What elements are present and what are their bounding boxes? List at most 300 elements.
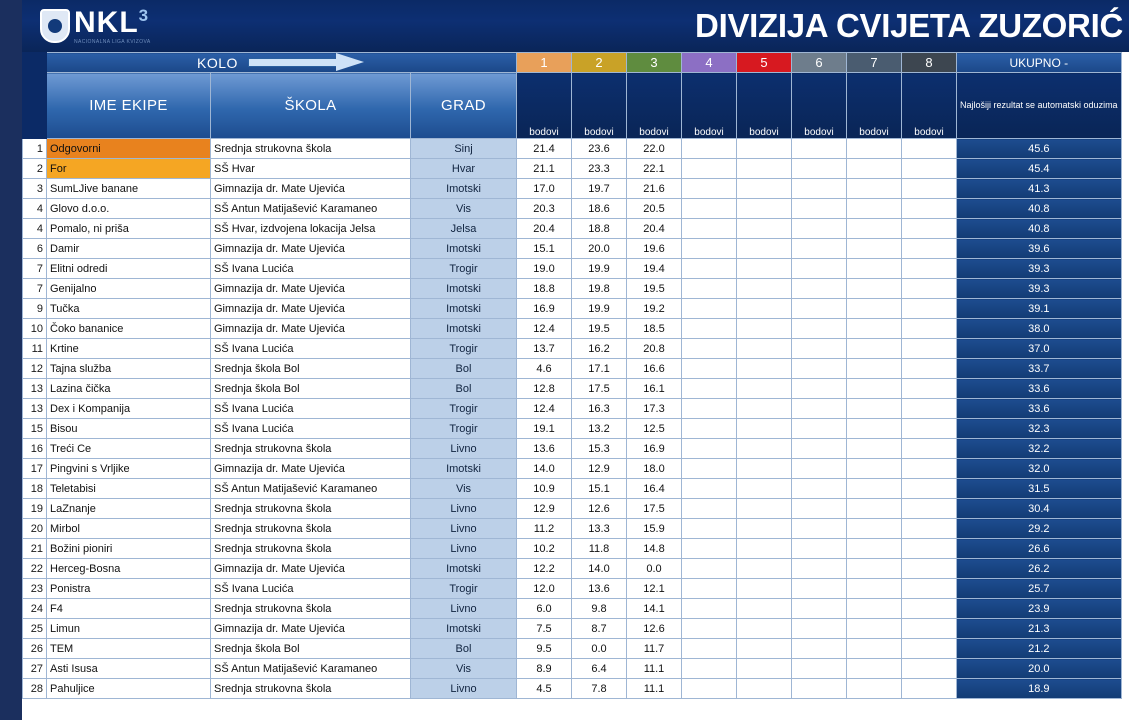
row-score-1[interactable]: 17.0 [517,179,572,199]
row-score-empty-7[interactable] [847,219,902,239]
row-score-empty-7[interactable] [847,239,902,259]
table-row[interactable] [23,379,1122,399]
row-score-3[interactable]: 16.6 [627,359,682,379]
row-score-empty-6[interactable] [792,419,847,439]
row-score-3[interactable]: 11.7 [627,639,682,659]
row-score-empty-7[interactable] [847,159,902,179]
table-row[interactable] [23,399,1122,419]
row-score-1[interactable]: 19.0 [517,259,572,279]
row-score-2[interactable]: 19.7 [572,179,627,199]
row-score-empty-6[interactable] [792,339,847,359]
row-score-empty-8[interactable] [902,679,957,699]
row-score-1[interactable]: 12.9 [517,499,572,519]
row-score-2[interactable]: 16.3 [572,399,627,419]
row-score-2[interactable]: 15.1 [572,479,627,499]
row-score-empty-6[interactable] [792,159,847,179]
row-score-1[interactable]: 21.4 [517,139,572,159]
row-score-empty-7[interactable] [847,559,902,579]
table-row[interactable] [23,519,1122,539]
table-row[interactable] [23,439,1122,459]
row-score-3[interactable]: 12.5 [627,419,682,439]
row-score-2[interactable]: 14.0 [572,559,627,579]
row-score-empty-7[interactable] [847,399,902,419]
table-row[interactable] [23,539,1122,559]
row-score-empty-5[interactable] [737,319,792,339]
row-score-empty-8[interactable] [902,379,957,399]
row-score-1[interactable]: 21.1 [517,159,572,179]
row-score-empty-6[interactable] [792,579,847,599]
row-score-empty-4[interactable] [682,259,737,279]
row-score-1[interactable]: 10.2 [517,539,572,559]
row-score-2[interactable]: 19.9 [572,259,627,279]
row-score-empty-6[interactable] [792,659,847,679]
row-team-name[interactable]: TEM [47,639,211,659]
row-score-3[interactable]: 16.4 [627,479,682,499]
table-row[interactable] [23,639,1122,659]
row-score-empty-7[interactable] [847,679,902,699]
row-score-2[interactable]: 8.7 [572,619,627,639]
row-score-empty-8[interactable] [902,179,957,199]
row-score-empty-6[interactable] [792,519,847,539]
row-score-empty-7[interactable] [847,639,902,659]
row-score-empty-4[interactable] [682,679,737,699]
row-score-3[interactable]: 0.0 [627,559,682,579]
row-score-empty-5[interactable] [737,539,792,559]
row-score-2[interactable]: 19.5 [572,319,627,339]
row-score-3[interactable]: 14.8 [627,539,682,559]
row-score-2[interactable]: 9.8 [572,599,627,619]
row-score-empty-4[interactable] [682,239,737,259]
row-score-empty-8[interactable] [902,519,957,539]
table-row[interactable] [23,459,1122,479]
row-score-empty-7[interactable] [847,259,902,279]
row-score-empty-4[interactable] [682,219,737,239]
row-score-empty-4[interactable] [682,559,737,579]
row-score-empty-4[interactable] [682,479,737,499]
row-score-3[interactable]: 11.1 [627,659,682,679]
row-score-empty-5[interactable] [737,139,792,159]
row-score-1[interactable]: 11.2 [517,519,572,539]
table-row[interactable] [23,219,1122,239]
table-row[interactable] [23,579,1122,599]
row-score-empty-5[interactable] [737,679,792,699]
row-score-empty-5[interactable] [737,339,792,359]
row-score-empty-6[interactable] [792,179,847,199]
row-score-1[interactable]: 7.5 [517,619,572,639]
row-score-3[interactable]: 12.1 [627,579,682,599]
row-score-empty-8[interactable] [902,279,957,299]
table-row[interactable] [23,499,1122,519]
table-row[interactable] [23,659,1122,679]
row-score-3[interactable]: 19.5 [627,279,682,299]
row-score-empty-8[interactable] [902,419,957,439]
row-score-empty-4[interactable] [682,299,737,319]
round-header-5[interactable]: 5 [737,53,792,73]
row-team-name[interactable]: Pomalo, ni priša [47,219,211,239]
row-score-1[interactable]: 16.9 [517,299,572,319]
row-score-1[interactable]: 10.9 [517,479,572,499]
row-score-empty-8[interactable] [902,579,957,599]
row-score-empty-8[interactable] [902,459,957,479]
row-score-3[interactable]: 18.5 [627,319,682,339]
row-score-empty-4[interactable] [682,279,737,299]
row-score-empty-6[interactable] [792,479,847,499]
row-score-3[interactable]: 14.1 [627,599,682,619]
row-score-2[interactable]: 17.5 [572,379,627,399]
round-header-7[interactable]: 7 [847,53,902,73]
row-school: Srednja strukovna škola [211,139,411,159]
row-score-empty-6[interactable] [792,619,847,639]
column-header-points-4: bodovi [682,73,737,139]
row-score-empty-6[interactable] [792,399,847,419]
row-score-empty-5[interactable] [737,479,792,499]
row-score-empty-6[interactable] [792,279,847,299]
row-score-3[interactable]: 21.6 [627,179,682,199]
row-score-1[interactable]: 12.2 [517,559,572,579]
row-score-3[interactable]: 16.9 [627,439,682,459]
row-score-empty-5[interactable] [737,299,792,319]
table-row[interactable] [23,339,1122,359]
row-score-1[interactable]: 20.4 [517,219,572,239]
row-team-name[interactable]: Pingvini s Vrljike [47,459,211,479]
row-score-empty-7[interactable] [847,599,902,619]
row-score-empty-8[interactable] [902,559,957,579]
row-score-empty-5[interactable] [737,199,792,219]
table-row[interactable] [23,259,1122,279]
row-score-empty-8[interactable] [902,139,957,159]
row-team-name[interactable]: Glovo d.o.o. [47,199,211,219]
row-score-1[interactable]: 19.1 [517,419,572,439]
row-team-name[interactable]: Lazina čička [47,379,211,399]
row-score-empty-4[interactable] [682,159,737,179]
row-score-3[interactable]: 15.9 [627,519,682,539]
row-score-1[interactable]: 18.8 [517,279,572,299]
row-score-empty-4[interactable] [682,439,737,459]
row-score-empty-4[interactable] [682,639,737,659]
table-row[interactable] [23,179,1122,199]
row-score-empty-4[interactable] [682,519,737,539]
row-score-empty-8[interactable] [902,359,957,379]
row-score-empty-5[interactable] [737,519,792,539]
row-score-2[interactable]: 18.6 [572,199,627,219]
round-header-8[interactable]: 8 [902,53,957,73]
row-team-name[interactable]: F4 [47,599,211,619]
row-score-empty-7[interactable] [847,179,902,199]
row-score-empty-8[interactable] [902,219,957,239]
row-team-name[interactable]: Treći Ce [47,439,211,459]
row-score-empty-8[interactable] [902,499,957,519]
row-score-empty-5[interactable] [737,499,792,519]
row-score-empty-7[interactable] [847,379,902,399]
round-header-4[interactable]: 4 [682,53,737,73]
column-header-points-3: bodovi [627,73,682,139]
row-score-3[interactable]: 18.0 [627,459,682,479]
row-score-empty-4[interactable] [682,419,737,439]
row-team-name[interactable]: Damir [47,239,211,259]
row-score-empty-6[interactable] [792,639,847,659]
row-score-empty-7[interactable] [847,479,902,499]
row-city: Livno [411,539,517,559]
row-team-name[interactable]: LaZnanje [47,499,211,519]
row-rank: 22 [23,559,47,579]
row-team-name[interactable]: Mirbol [47,519,211,539]
row-score-3[interactable]: 20.5 [627,199,682,219]
row-score-2[interactable]: 6.4 [572,659,627,679]
row-score-empty-6[interactable] [792,679,847,699]
row-score-empty-8[interactable] [902,599,957,619]
row-score-empty-8[interactable] [902,299,957,319]
table-row[interactable] [23,599,1122,619]
row-score-2[interactable]: 0.0 [572,639,627,659]
row-team-name[interactable]: Genijalno [47,279,211,299]
round-header-6[interactable]: 6 [792,53,847,73]
row-score-empty-8[interactable] [902,479,957,499]
row-score-empty-7[interactable] [847,579,902,599]
row-city: Vis [411,659,517,679]
row-team-name[interactable]: Tučka [47,299,211,319]
row-score-2[interactable]: 15.3 [572,439,627,459]
row-score-empty-6[interactable] [792,559,847,579]
row-score-empty-5[interactable] [737,579,792,599]
row-score-empty-4[interactable] [682,579,737,599]
row-score-3[interactable]: 19.4 [627,259,682,279]
row-score-1[interactable]: 12.8 [517,379,572,399]
row-score-1[interactable]: 4.5 [517,679,572,699]
row-score-empty-5[interactable] [737,619,792,639]
table-row[interactable] [23,559,1122,579]
row-score-1[interactable]: 13.6 [517,439,572,459]
row-score-1[interactable]: 9.5 [517,639,572,659]
row-team-name[interactable]: SumLJive banane [47,179,211,199]
row-team-name[interactable]: Bisou [47,419,211,439]
row-score-3[interactable]: 16.1 [627,379,682,399]
row-score-3[interactable]: 20.4 [627,219,682,239]
row-score-empty-8[interactable] [902,659,957,679]
row-score-1[interactable]: 12.4 [517,319,572,339]
table-row[interactable] [23,419,1122,439]
row-score-3[interactable]: 20.8 [627,339,682,359]
row-score-empty-5[interactable] [737,439,792,459]
row-team-name[interactable]: Asti Isusa [47,659,211,679]
row-score-empty-6[interactable] [792,439,847,459]
arrow-right-icon [248,56,366,69]
row-score-empty-6[interactable] [792,199,847,219]
row-score-empty-6[interactable] [792,319,847,339]
row-score-empty-7[interactable] [847,459,902,479]
table-row[interactable] [23,619,1122,639]
row-score-empty-4[interactable] [682,139,737,159]
row-team-name[interactable]: Limun [47,619,211,639]
row-team-name[interactable]: Pahuljice [47,679,211,699]
table-row[interactable] [23,319,1122,339]
row-score-empty-5[interactable] [737,259,792,279]
table-row[interactable] [23,159,1122,179]
row-score-empty-7[interactable] [847,279,902,299]
row-score-empty-7[interactable] [847,659,902,679]
row-score-empty-5[interactable] [737,179,792,199]
row-score-empty-6[interactable] [792,599,847,619]
row-score-3[interactable]: 19.2 [627,299,682,319]
row-score-3[interactable]: 17.3 [627,399,682,419]
row-score-empty-8[interactable] [902,259,957,279]
row-score-2[interactable]: 13.2 [572,419,627,439]
round-header-2[interactable]: 2 [572,53,627,73]
row-score-empty-6[interactable] [792,219,847,239]
row-score-empty-8[interactable] [902,539,957,559]
row-score-empty-6[interactable] [792,499,847,519]
row-score-2[interactable]: 13.3 [572,519,627,539]
row-score-1[interactable]: 14.0 [517,459,572,479]
row-score-empty-4[interactable] [682,199,737,219]
row-score-empty-6[interactable] [792,259,847,279]
row-team-name[interactable]: Dex i Kompanija [47,399,211,419]
row-score-empty-7[interactable] [847,519,902,539]
row-score-empty-4[interactable] [682,179,737,199]
row-score-2[interactable]: 20.0 [572,239,627,259]
row-score-empty-5[interactable] [737,639,792,659]
round-header-3[interactable]: 3 [627,53,682,73]
row-score-empty-7[interactable] [847,419,902,439]
row-score-empty-8[interactable] [902,159,957,179]
row-team-name[interactable]: Čoko bananice [47,319,211,339]
row-score-1[interactable]: 6.0 [517,599,572,619]
row-team-name[interactable]: Božini pioniri [47,539,211,559]
row-score-1[interactable]: 12.0 [517,579,572,599]
row-score-2[interactable]: 19.9 [572,299,627,319]
row-score-empty-6[interactable] [792,459,847,479]
column-header-points-7: bodovi [847,73,902,139]
row-score-empty-7[interactable] [847,439,902,459]
row-score-3[interactable]: 19.6 [627,239,682,259]
row-score-2[interactable]: 13.6 [572,579,627,599]
table-row[interactable] [23,199,1122,219]
row-team-name[interactable]: For [47,159,211,179]
row-score-3[interactable]: 17.5 [627,499,682,519]
row-team-name[interactable]: Elitni odredi [47,259,211,279]
row-score-empty-5[interactable] [737,359,792,379]
row-team-name[interactable]: Teletabisi [47,479,211,499]
row-score-empty-8[interactable] [902,239,957,259]
row-team-name[interactable]: Herceg-Bosna [47,559,211,579]
table-row[interactable] [23,359,1122,379]
row-score-empty-8[interactable] [902,199,957,219]
row-score-empty-7[interactable] [847,359,902,379]
row-score-2[interactable]: 17.1 [572,359,627,379]
row-score-empty-8[interactable] [902,619,957,639]
row-score-empty-7[interactable] [847,539,902,559]
row-score-empty-8[interactable] [902,339,957,359]
row-score-empty-5[interactable] [737,239,792,259]
row-score-empty-4[interactable] [682,659,737,679]
row-team-name[interactable]: Ponistra [47,579,211,599]
row-score-empty-7[interactable] [847,299,902,319]
row-score-empty-7[interactable] [847,319,902,339]
row-score-empty-4[interactable] [682,599,737,619]
row-score-1[interactable]: 8.9 [517,659,572,679]
row-score-empty-5[interactable] [737,599,792,619]
table-row[interactable] [23,139,1122,159]
row-team-name[interactable]: Tajna služba [47,359,211,379]
row-score-empty-7[interactable] [847,199,902,219]
row-score-empty-5[interactable] [737,659,792,679]
row-score-3[interactable]: 22.0 [627,139,682,159]
row-team-name[interactable]: Krtine [47,339,211,359]
row-score-empty-5[interactable] [737,419,792,439]
row-score-2[interactable]: 18.8 [572,219,627,239]
row-score-empty-8[interactable] [902,439,957,459]
row-score-empty-5[interactable] [737,399,792,419]
row-score-empty-6[interactable] [792,539,847,559]
row-score-3[interactable]: 11.1 [627,679,682,699]
row-score-1[interactable]: 13.7 [517,339,572,359]
table-row[interactable] [23,239,1122,259]
row-total: 32.3 [957,419,1122,439]
row-score-3[interactable]: 12.6 [627,619,682,639]
round-header-1[interactable]: 1 [517,53,572,73]
row-score-1[interactable]: 12.4 [517,399,572,419]
row-score-1[interactable]: 15.1 [517,239,572,259]
row-score-empty-5[interactable] [737,459,792,479]
row-score-empty-5[interactable] [737,559,792,579]
row-score-2[interactable]: 11.8 [572,539,627,559]
row-team-name[interactable]: Odgovorni [47,139,211,159]
table-body [23,139,1122,699]
row-score-empty-5[interactable] [737,159,792,179]
row-score-empty-4[interactable] [682,319,737,339]
row-score-empty-6[interactable] [792,239,847,259]
row-score-empty-7[interactable] [847,339,902,359]
row-score-empty-8[interactable] [902,639,957,659]
row-score-2[interactable]: 23.3 [572,159,627,179]
row-score-empty-8[interactable] [902,319,957,339]
row-score-2[interactable]: 12.6 [572,499,627,519]
row-score-1[interactable]: 20.3 [517,199,572,219]
row-score-empty-6[interactable] [792,299,847,319]
row-score-empty-7[interactable] [847,139,902,159]
row-score-empty-7[interactable] [847,619,902,639]
row-score-empty-4[interactable] [682,359,737,379]
row-score-3[interactable]: 22.1 [627,159,682,179]
table-row[interactable] [23,279,1122,299]
row-score-2[interactable]: 7.8 [572,679,627,699]
row-city: Imotski [411,319,517,339]
row-score-empty-4[interactable] [682,539,737,559]
table-row[interactable] [23,299,1122,319]
row-score-2[interactable]: 12.9 [572,459,627,479]
table-row[interactable] [23,479,1122,499]
row-score-empty-4[interactable] [682,399,737,419]
row-score-2[interactable]: 23.6 [572,139,627,159]
row-score-empty-5[interactable] [737,219,792,239]
row-score-empty-8[interactable] [902,399,957,419]
row-score-empty-5[interactable] [737,279,792,299]
row-score-1[interactable]: 4.6 [517,359,572,379]
row-score-empty-7[interactable] [847,499,902,519]
row-score-empty-4[interactable] [682,339,737,359]
row-score-empty-4[interactable] [682,499,737,519]
row-score-empty-5[interactable] [737,379,792,399]
row-score-empty-4[interactable] [682,379,737,399]
table-row[interactable] [23,679,1122,699]
total-header: UKUPNO - [957,53,1122,73]
row-score-empty-4[interactable] [682,459,737,479]
row-score-2[interactable]: 19.8 [572,279,627,299]
row-score-empty-4[interactable] [682,619,737,639]
row-score-empty-6[interactable] [792,139,847,159]
row-score-empty-6[interactable] [792,359,847,379]
row-score-2[interactable]: 16.2 [572,339,627,359]
row-score-empty-6[interactable] [792,379,847,399]
